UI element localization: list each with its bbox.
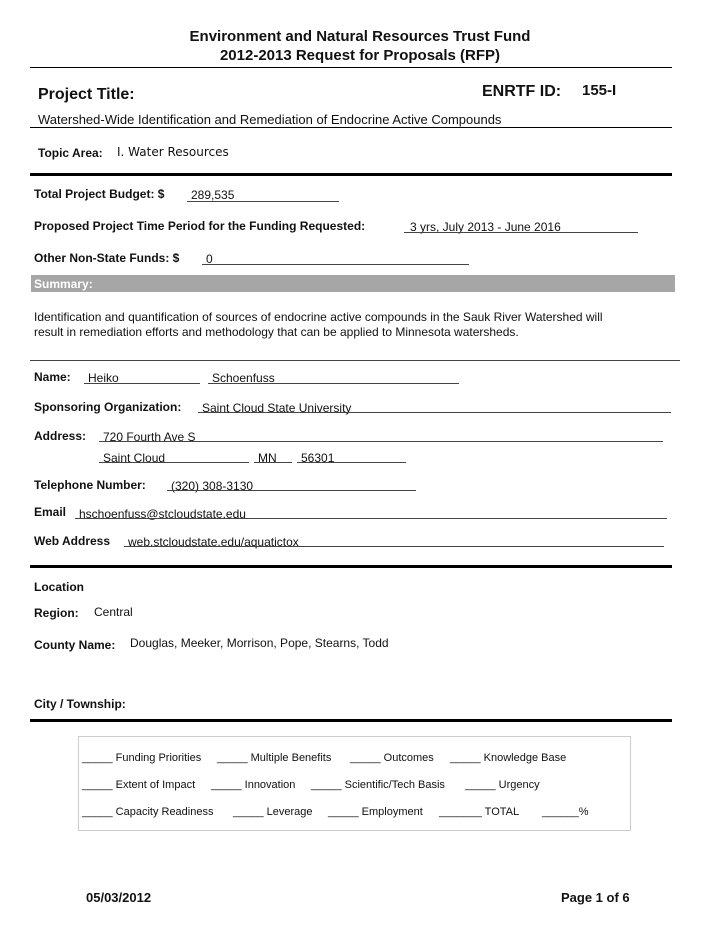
summary-bar (31, 275, 675, 292)
county-value: Douglas, Meeker, Morrison, Pope, Stearns, Todd (130, 636, 389, 650)
summary-text-line-1: Identification and quantification of sources of endocrine active compounds in the Sauk River Watershed will (34, 310, 603, 324)
footer-date: 05/03/2012 (86, 890, 152, 905)
name-label: Name: (34, 370, 71, 384)
non-state-funds-value: 0 (206, 252, 213, 266)
divider (30, 127, 672, 128)
score-employment: _____ Employment (328, 806, 423, 818)
telephone-value: (320) 308-3130 (171, 479, 254, 493)
street-underline (99, 441, 663, 442)
first-name-underline (84, 383, 200, 384)
divider (30, 719, 672, 722)
score-capacity-readiness: _____ Capacity Readiness (82, 806, 214, 818)
sponsoring-org-underline (198, 412, 671, 413)
telephone-underline (167, 490, 416, 491)
non-state-funds-label: Other Non-State Funds: $ (34, 251, 180, 265)
web-address-value: web.stcloudstate.edu/aquatictox (128, 535, 299, 549)
web-address-underline (124, 546, 664, 547)
score-total: _______ TOTAL (439, 806, 520, 818)
first-name-value: Heiko (88, 371, 119, 385)
score-scientific-tech-basis: _____ Scientific/Tech Basis (311, 779, 445, 791)
location-heading: Location (34, 580, 84, 594)
city-township-label: City / Township: (34, 697, 126, 711)
topic-area-value: I. Water Resources (117, 145, 229, 159)
zip-value: 56301 (301, 451, 335, 465)
footer-page-number: Page 1 of 6 (561, 890, 630, 905)
email-value: hschoenfuss@stcloudstate.edu (79, 507, 246, 521)
state-underline (254, 462, 292, 463)
score-extent-of-impact: _____ Extent of Impact (82, 779, 196, 791)
score-knowledge-base: _____ Knowledge Base (450, 752, 567, 764)
enrtf-id-label: ENRTF ID: (482, 83, 562, 100)
divider (30, 565, 672, 568)
score-percent: ______% (542, 806, 589, 818)
region-label: Region: (34, 606, 79, 620)
score-outcomes: _____ Outcomes (350, 752, 434, 764)
state-value: MN (258, 451, 277, 465)
time-period-value: 3 yrs, July 2013 - June 2016 (410, 220, 561, 234)
project-title-value: Watershed-Wide Identification and Remediation of Endocrine Active Compounds (38, 112, 502, 127)
score-funding-priorities: _____ Funding Priorities (82, 752, 202, 764)
summary-text-line-2: result in remediation efforts and methodology that can be applied to Minnesota watersheds. (34, 325, 519, 339)
divider (30, 67, 672, 68)
score-multiple-benefits: _____ Multiple Benefits (217, 752, 332, 764)
time-period-label: Proposed Project Time Period for the Funding Requested: (34, 219, 366, 233)
city-underline (99, 462, 249, 463)
header-title: Environment and Natural Resources Trust Fund (189, 28, 531, 45)
sponsoring-org-label: Sponsoring Organization: (34, 400, 182, 414)
address-label: Address: (34, 429, 87, 443)
email-underline (75, 518, 667, 519)
project-title-label: Project Title: (38, 86, 135, 103)
last-name-value: Schoenfuss (212, 371, 275, 385)
zip-underline (297, 462, 406, 463)
budget-value: 289,535 (191, 188, 235, 202)
enrtf-id-value: 155-I (582, 82, 617, 99)
non-state-funds-underline (202, 264, 469, 265)
budget-label: Total Project Budget: $ (34, 187, 165, 201)
score-leverage: _____ Leverage (233, 806, 313, 818)
region-value: Central (94, 605, 133, 619)
email-label: Email (34, 505, 67, 519)
web-address-label: Web Address (34, 534, 111, 548)
divider (30, 360, 680, 361)
score-innovation: _____ Innovation (211, 779, 296, 791)
header-subtitle: 2012-2013 Request for Proposals (RFP) (219, 47, 501, 64)
sponsoring-org-value: Saint Cloud State University (202, 401, 352, 415)
divider (30, 173, 672, 176)
telephone-label: Telephone Number: (34, 478, 146, 492)
summary-label: Summary: (34, 277, 93, 291)
topic-area-label: Topic Area: (38, 146, 103, 160)
last-name-underline (208, 383, 459, 384)
budget-underline (187, 201, 339, 202)
street-value: 720 Fourth Ave S (103, 430, 196, 444)
county-label: County Name: (34, 638, 116, 652)
time-period-underline (404, 232, 638, 233)
city-value: Saint Cloud (103, 451, 166, 465)
score-urgency: _____ Urgency (465, 779, 540, 791)
